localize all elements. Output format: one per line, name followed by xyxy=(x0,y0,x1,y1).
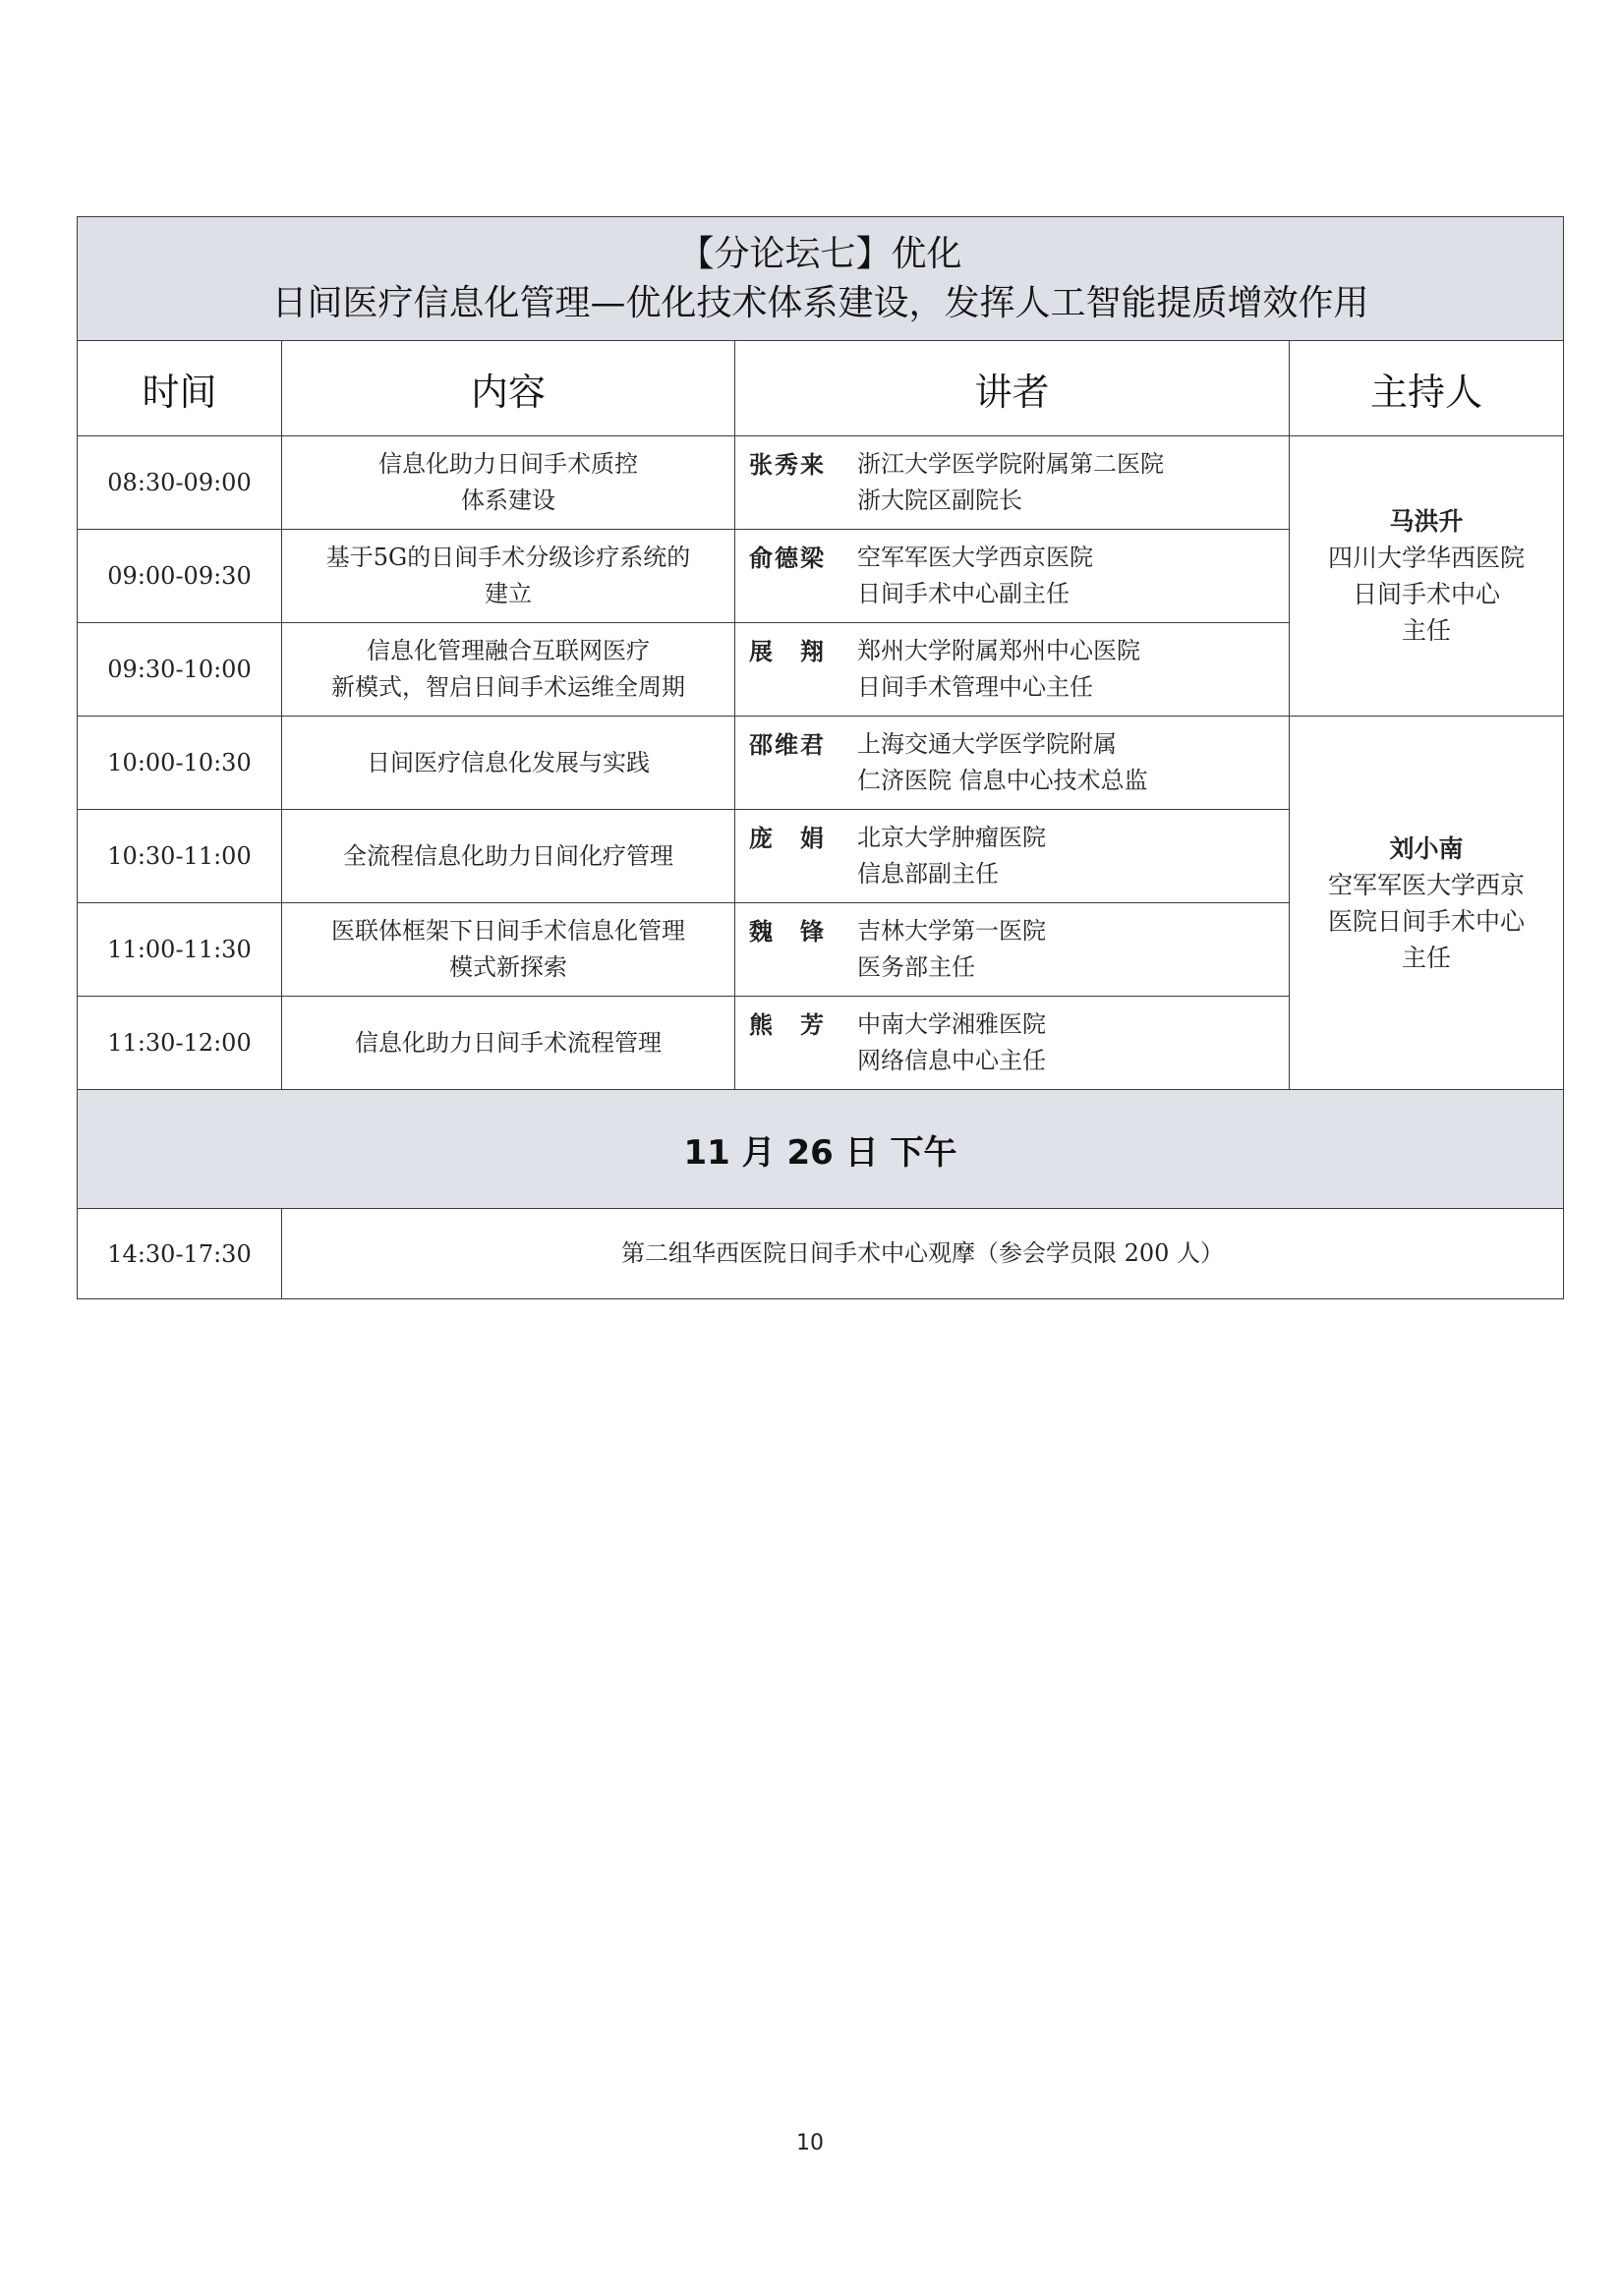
speaker-org-line: 信息部副主任 xyxy=(857,860,999,888)
speaker-org-line: 上海交通大学医学院附属 xyxy=(857,730,1117,758)
speaker-org-line: 吉林大学第一医院 xyxy=(857,917,1046,945)
row-content xyxy=(282,903,735,997)
speaker-affiliation xyxy=(845,913,1046,986)
afternoon-time: 14:30-17:30 xyxy=(78,1209,282,1299)
speaker-affiliation xyxy=(845,633,1140,706)
host-title-line: 空军军医大学西京 xyxy=(1328,870,1526,899)
speaker-name: 张秀来 xyxy=(749,450,826,479)
speaker-org-line: 浙大院区副院长 xyxy=(857,487,1022,514)
row-content-line: 全流程信息化助力日间化疗管理 xyxy=(343,841,673,870)
host-name: 刘小南 xyxy=(1389,833,1464,863)
header-host: 主持人 xyxy=(1290,341,1564,436)
speaker-affiliation xyxy=(845,1006,1046,1079)
host-title-line: 四川大学华西医院 xyxy=(1328,544,1526,572)
speaker-org-line: 中南大学湘雅医院 xyxy=(857,1010,1046,1038)
row-speaker xyxy=(735,623,1290,717)
speaker-org-line: 网络信息中心主任 xyxy=(857,1047,1046,1074)
forum-schedule-table xyxy=(77,216,1564,1299)
row-speaker xyxy=(735,810,1290,903)
row-content-line: 体系建设 xyxy=(461,487,555,514)
row-speaker xyxy=(735,436,1290,530)
row-content-line: 信息化助力日间手术流程管理 xyxy=(355,1028,662,1057)
row-content xyxy=(282,436,735,530)
speaker-org-line: 日间手术管理中心主任 xyxy=(857,673,1093,701)
speaker-name: 邵维君 xyxy=(749,730,826,759)
row-content xyxy=(282,997,735,1090)
row-speaker xyxy=(735,717,1290,810)
host-name: 马洪升 xyxy=(1389,507,1464,536)
row-time: 09:00-09:30 xyxy=(78,530,282,623)
row-content xyxy=(282,530,735,623)
row-content-line: 基于5G的日间手术分级诊疗系统的 xyxy=(325,544,691,571)
row-content-line: 医联体框架下日间手术信息化管理 xyxy=(331,917,685,945)
header-content: 内容 xyxy=(282,341,735,436)
speaker-org-line: 郑州大学附属郑州中心医院 xyxy=(857,637,1140,664)
row-content-line: 信息化助力日间手术质控 xyxy=(378,450,638,478)
row-time: 10:00-10:30 xyxy=(78,717,282,810)
speaker-org-line: 日间手术中心副主任 xyxy=(857,580,1070,607)
row-content-line: 日间医疗信息化发展与实践 xyxy=(367,748,650,776)
row-content xyxy=(282,810,735,903)
host-title-line: 医院日间手术中心 xyxy=(1328,906,1526,936)
row-content-line: 新模式，智启日间手术运维全周期 xyxy=(331,673,685,701)
host-title-line: 主任 xyxy=(1402,616,1452,645)
host-title-line: 日间手术中心 xyxy=(1353,580,1501,608)
speaker-org-line: 医务部主任 xyxy=(857,953,975,981)
row-time: 08:30-09:00 xyxy=(78,436,282,530)
header-speaker: 讲者 xyxy=(735,341,1290,436)
table-row xyxy=(78,1209,1564,1299)
row-content-line: 建立 xyxy=(485,580,532,607)
speaker-name: 魏 锋 xyxy=(749,917,826,946)
row-speaker xyxy=(735,530,1290,623)
host-cell-1 xyxy=(1290,436,1564,717)
speaker-org-line: 北京大学肿瘤医院 xyxy=(857,824,1046,851)
speaker-affiliation xyxy=(845,540,1093,612)
page-number: 10 xyxy=(796,2131,824,2155)
forum-title xyxy=(78,217,1564,341)
forum-title-line2: 日间医疗信息化管理—优化技术体系建设，发挥人工智能提质增效作用 xyxy=(271,282,1369,323)
row-content-line: 模式新探索 xyxy=(449,953,567,981)
row-speaker xyxy=(735,997,1290,1090)
speaker-org-line: 仁济医院 信息中心技术总监 xyxy=(857,767,1148,794)
host-title-line: 主任 xyxy=(1402,943,1452,972)
table-row xyxy=(78,717,1564,810)
row-time: 10:30-11:00 xyxy=(78,810,282,903)
speaker-org-line: 浙江大学医学院附属第二医院 xyxy=(857,450,1164,478)
header-time: 时间 xyxy=(78,341,282,436)
row-speaker xyxy=(735,903,1290,997)
speaker-affiliation xyxy=(845,726,1148,799)
speaker-affiliation xyxy=(845,820,1046,892)
afternoon-content: 第二组华西医院日间手术中心观摩（参会学员限 200 人） xyxy=(282,1209,1564,1299)
row-content xyxy=(282,623,735,717)
row-time: 09:30-10:00 xyxy=(78,623,282,717)
afternoon-session-title: 11 月 26 日 下午 xyxy=(78,1090,1564,1209)
speaker-name: 俞德梁 xyxy=(749,544,826,572)
row-time: 11:30-12:00 xyxy=(78,997,282,1090)
row-content-line: 信息化管理融合互联网医疗 xyxy=(367,637,650,664)
speaker-name: 庞 娟 xyxy=(749,824,826,852)
speaker-affiliation xyxy=(845,446,1164,519)
row-content xyxy=(282,717,735,810)
header-row xyxy=(78,341,1564,436)
speaker-name: 熊 芳 xyxy=(749,1010,826,1039)
speaker-org-line: 空军军医大学西京医院 xyxy=(857,544,1093,571)
table-row xyxy=(78,436,1564,530)
speaker-name: 展 翔 xyxy=(749,637,826,665)
host-cell-2 xyxy=(1290,717,1564,1090)
forum-title-line1: 【分论坛七】优化 xyxy=(678,233,962,274)
row-time: 11:00-11:30 xyxy=(78,903,282,997)
